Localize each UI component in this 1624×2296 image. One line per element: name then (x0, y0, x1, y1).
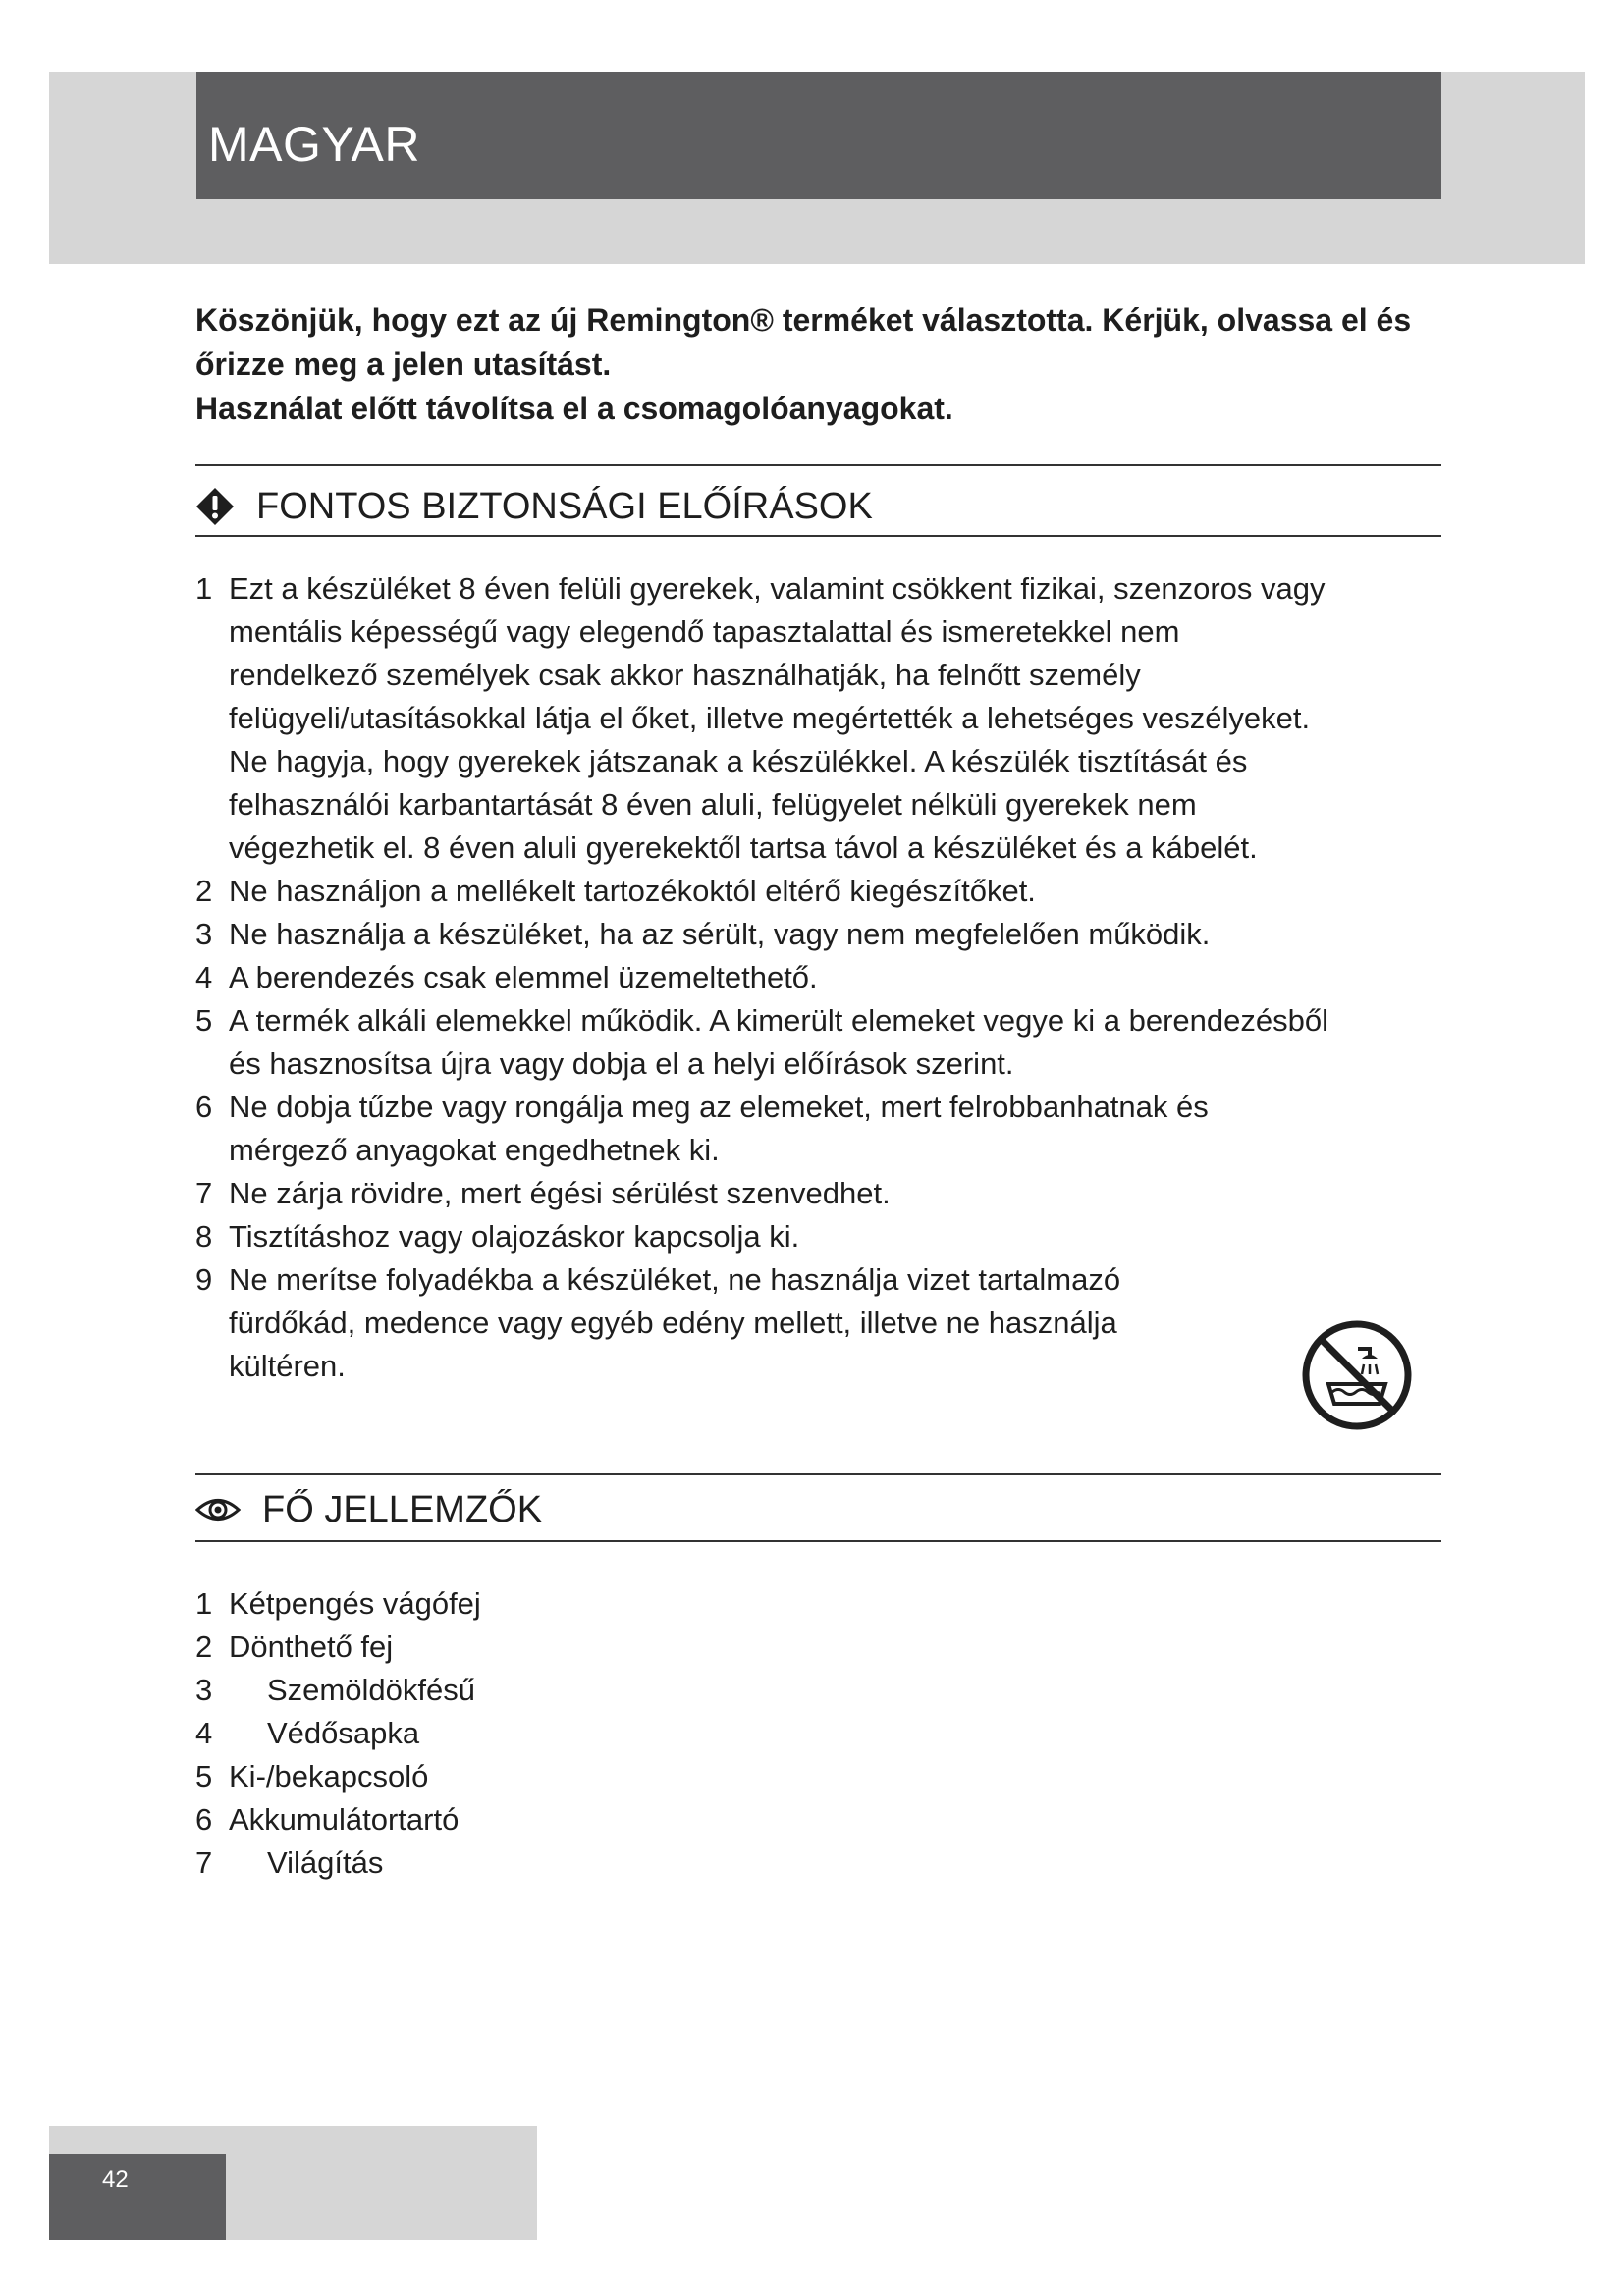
eye-icon (195, 1495, 241, 1524)
list-item: 3 Szemöldökfésű (195, 1673, 475, 1707)
intro-line-2: Használat előtt távolítsa el a csomagolóanyagokat. (195, 391, 953, 426)
safety-heading-label: FONTOS BIZTONSÁGI ELŐÍRÁSOK (256, 486, 873, 527)
features-heading-label: FŐ JELLEMZŐK (262, 1489, 543, 1530)
page-title: MAGYAR (208, 117, 420, 172)
list-item: 4 A berendezés csak elemmel üzemeltethető. (195, 960, 818, 994)
safety-heading (195, 487, 873, 526)
list-item: 7 Világítás (195, 1845, 384, 1880)
safety-rule-bottom (195, 535, 1441, 537)
list-item: 9 Ne merítse folyadékba a készüléket, ne használja vizet tartalmazó fürdőkád, medence vagy egyéb edény mellett, illetve ne használja kültéren. (195, 1262, 1121, 1383)
features-heading (195, 1491, 542, 1528)
intro-line-1: Köszönjük, hogy ezt az új Remington® terméket választotta. Kérjük, olvassa el és őrizze meg a jelen utasítást. (195, 302, 1412, 382)
warning-diamond-icon (195, 487, 235, 526)
list-item: 2 Dönthető fej (195, 1629, 394, 1664)
list-item: 5 A termék alkáli elemekkel működik. A kimerült elemeket vegye ki a berendezésből és hasznosítsa újra vagy dobja el a helyi előírások szerint. (195, 1003, 1328, 1081)
safety-list (195, 567, 1334, 1388)
list-item: 5 Ki-/bekapcsoló (195, 1759, 429, 1793)
list-item: 8 Tisztításhoz vagy olajozáskor kapcsolja ki. (195, 1219, 800, 1254)
footer-page-box (49, 2154, 226, 2240)
features-list (195, 1582, 883, 1885)
page-number: 42 (102, 2166, 129, 2193)
no-water-icon (1301, 1319, 1413, 1431)
list-item: 2 Ne használjon a mellékelt tartozékoktól eltérő kiegészítőket. (195, 874, 1036, 908)
intro-text (195, 298, 1433, 431)
list-item: 7 Ne zárja rövidre, mert égési sérülést szenvedhet. (195, 1176, 891, 1210)
list-item: 1 Ezt a készüléket 8 éven felüli gyerekek, valamint csökkent fizikai, szenzoros vagy mentális képességű vagy elegendő tapasztalattal és ismeretekkel nem rendelkező személyek csak akkor használhatják, ha felnőtt személy felügyeli/utasításokkal látja el őket, illetve megértették a lehetséges veszélyeket. Ne hagyja, hogy gyerekek játszanak a készülékkel. A készülék tisztítását és felhasználói karbantartását 8 éven aluli, felügyelet nélküli gyerekek nem végezhetik el. 8 éven aluli gyerekektől tartsa távol a készüléket és a kábelét. (195, 571, 1326, 865)
features-rule-bottom (195, 1540, 1441, 1542)
list-item: 6 Ne dobja tűzbe vagy rongálja meg az elemeket, mert felrobbanhatnak és mérgező anyagokat engedhetnek ki. (195, 1090, 1209, 1167)
list-item: 3 Ne használja a készüléket, ha az sérült, vagy nem megfelelően működik. (195, 917, 1211, 951)
safety-rule-top (195, 464, 1441, 466)
features-rule-top (195, 1473, 1441, 1475)
list-item: 6 Akkumulátortartó (195, 1802, 460, 1837)
list-item: 4 Védősapka (195, 1716, 420, 1750)
list-item: 1 Kétpengés vágófej (195, 1586, 481, 1621)
